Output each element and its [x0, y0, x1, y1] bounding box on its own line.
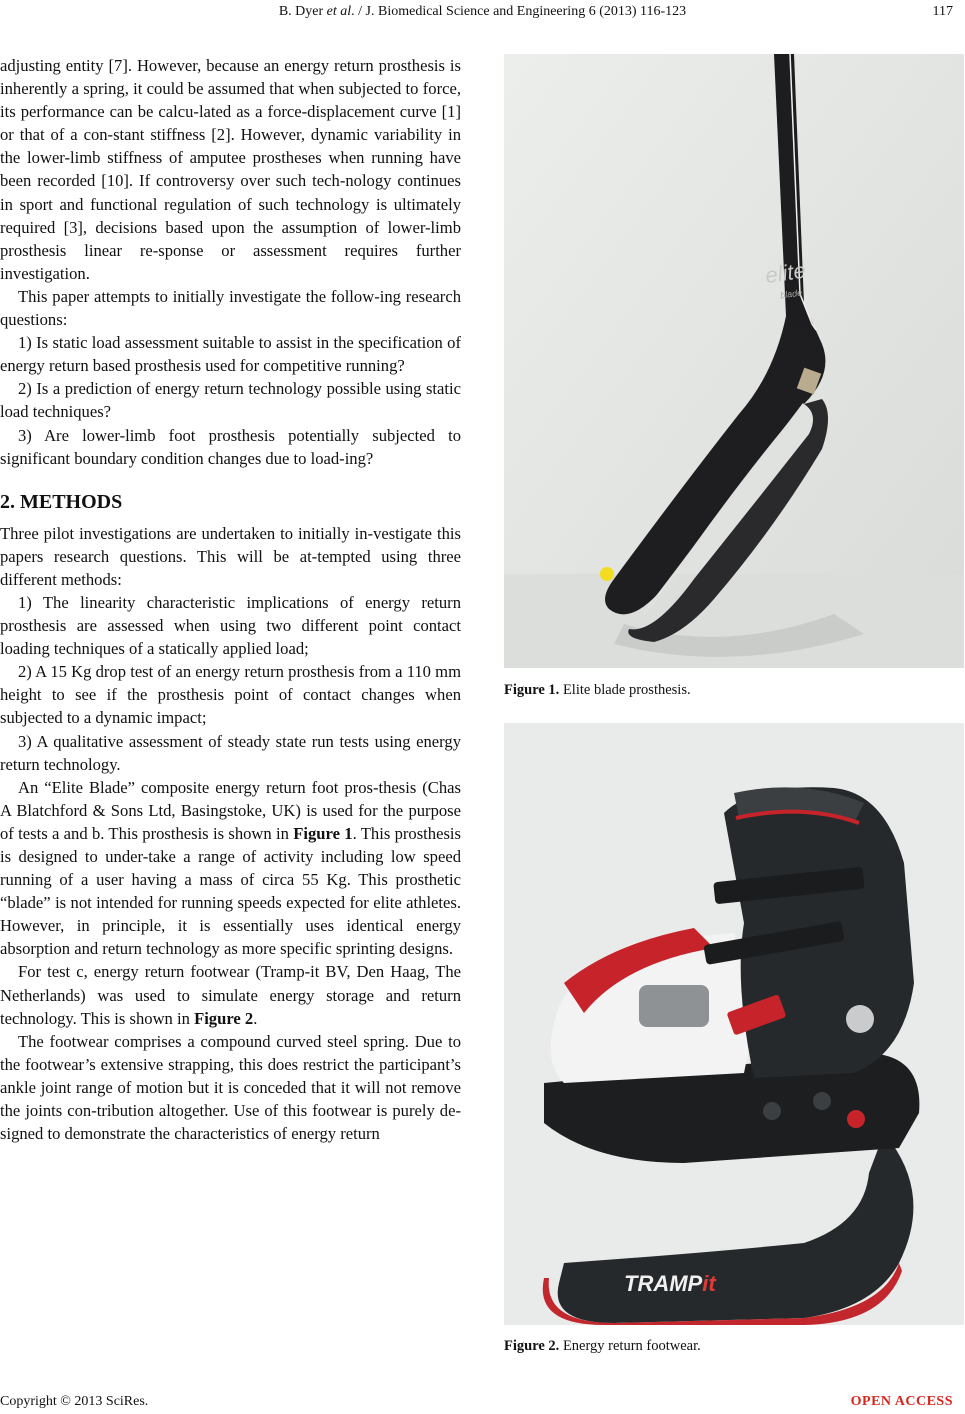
- figure-1-label: Figure 1.: [504, 682, 560, 698]
- journal-citation: [0, 4, 965, 20]
- figure-2-caption-text: Energy return footwear.: [559, 1338, 701, 1354]
- page-number: 117: [932, 4, 953, 19]
- citation-journal: . / J. Biomedical Science and Engineering 6 (2013) 116-123: [351, 4, 687, 19]
- research-question-2: 2) Is a prediction of energy return technology possible using static load techniques?: [0, 379, 461, 422]
- spring-brand: TRAMPit: [624, 1271, 716, 1296]
- blade-yellow-dot: [600, 567, 614, 581]
- elite-blade-photo: [504, 54, 964, 668]
- running-header: [0, 0, 965, 30]
- elite-text-a: An “Elite Blade” composite energy return foot pros-thesis (Chas A Blatchford & Sons Ltd, Basingstoke, UK) is used for the purpose of tests a and b. This prosthesis is shown in: [0, 777, 461, 843]
- paragraph-footwear: The footwear comprises a compound curved steel spring. Due to the footwear’s extensive strapping, this does restrict the participant’s ankle joint range of motion but it is conceded that it will not remove the joints con-tribution altogether. Use of this footwear is purely de-signed to demonstrate the characteristics of energy return: [0, 1031, 461, 1144]
- method-2: 2) A 15 Kg drop test of an energy return prosthesis from a 110 mm height to see if the prosthesis point of contact changes when subjected to a dynamic impact;: [0, 662, 461, 728]
- shoe-mesh-panel: [639, 985, 709, 1027]
- figure-1-image: [504, 54, 964, 668]
- blade-logo-subtext: blade: [779, 287, 803, 301]
- copyright-notice: Copyright © 2013 SciRes.: [0, 1394, 149, 1409]
- setting-button-3: [847, 1110, 865, 1128]
- setting-button-2: [813, 1092, 831, 1110]
- tramp-text-b: .: [253, 1008, 258, 1028]
- method-1: 1) The linearity characteristic implications of energy return prosthesis are assessed when using two different point contact loading techniques of a statically applied load;: [0, 592, 461, 659]
- citation-etal: et al: [326, 4, 352, 19]
- open-access-badge: OPEN ACCESS: [850, 1394, 953, 1409]
- paragraph-tramp-it: [0, 960, 461, 1029]
- tramp-text-a: For test c, energy return footwear (Tramp-it BV, Den Haag, The Netherlands) was used to simulate energy storage and return technology. This is shown in: [0, 962, 461, 1028]
- figure-2-reference[interactable]: Figure 2: [194, 1008, 254, 1028]
- setting-button-1: [763, 1102, 781, 1120]
- paragraph-methods-intro: Three pilot investigations are undertaken to initially in-vestigate this papers research questions. This will be at-tempted using three different methods:: [0, 523, 461, 589]
- figure-1-reference[interactable]: Figure 1: [293, 823, 353, 843]
- ankle-rivet: [846, 1005, 874, 1033]
- figure-2-label: Figure 2.: [504, 1338, 560, 1354]
- tramp-it-photo: [504, 723, 964, 1325]
- method-3: 3) A qualitative assessment of steady state run tests using energy return technology.: [0, 731, 461, 774]
- figure-2-image: [504, 723, 964, 1325]
- section-heading-methods: 2. METHODS: [0, 490, 123, 513]
- figure-1-caption-text: Elite blade prosthesis.: [559, 682, 691, 698]
- left-text-column: [0, 54, 461, 1145]
- paragraph-research-questions: This paper attempts to initially investigate the follow-ing research questions:: [0, 286, 461, 330]
- paragraph-intro: adjusting entity [7]. However, because an energy return prosthesis is inherently a spring, it could be assumed that when subjected to force, its performance can be calcu-lated as a force-displacement curve [1] or that of a con-stant stiffness [2]. However, dynamic variability in the lower-limb stiffness of amputee prostheses when running have been recorded [10]. If controversy over such tech-nology continues in sport and functional regulation of such technology is ultimately required [3], decisions based upon the assumption of lower-limb prosthesis linear re-sponse or assessment requires further investigation.: [0, 56, 461, 283]
- figure-2-caption: [504, 1338, 701, 1355]
- page-footer: [0, 1394, 965, 1414]
- citation-authors: B. Dyer: [278, 4, 327, 19]
- paragraph-elite-blade: [0, 776, 461, 961]
- blade-logo-text: elite: [763, 257, 808, 289]
- research-question-3: 3) Are lower-limb foot prosthesis potentially subjected to significant boundary condition changes due to load-ing?: [0, 425, 461, 468]
- research-question-1: 1) Is static load assessment suitable to assist in the specification of energy return based prosthesis used for competitive running?: [0, 333, 461, 376]
- elite-text-b: . This prosthesis is designed to under-take a range of activity including low speed running of a user having a mass of circa 55 Kg. This prosthetic “blade” is not intended for running speeds expected for elite athletes. However, in principle, it is essentially uses identical energy absorption and return technology as more specific sprinting designs.: [0, 823, 461, 959]
- figure-1-caption: [504, 682, 691, 699]
